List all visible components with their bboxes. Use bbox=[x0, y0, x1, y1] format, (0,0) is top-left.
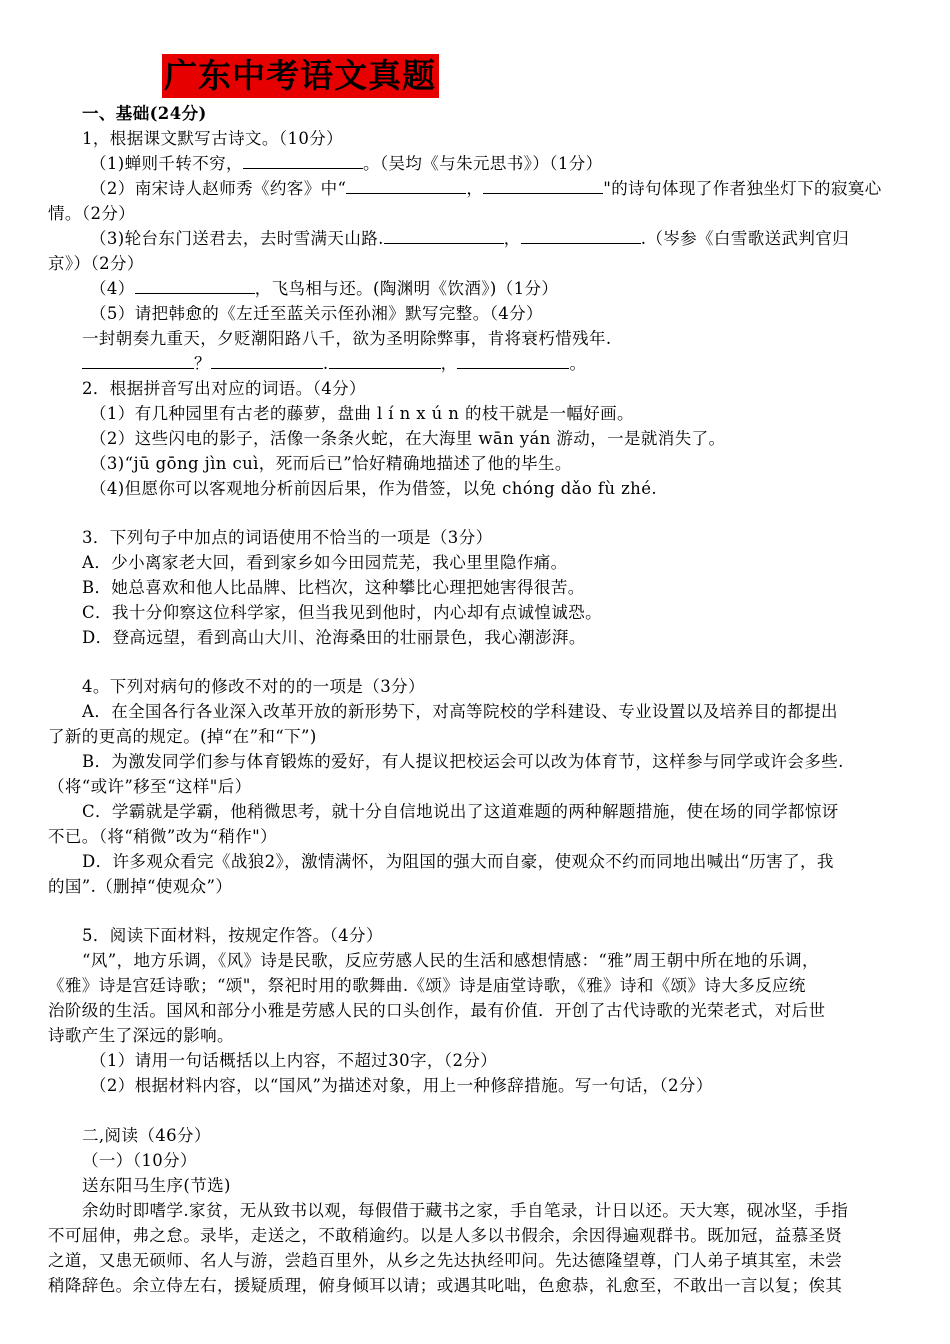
item-text: "的诗句体现了作者独坐灯下的寂寞心 bbox=[603, 179, 882, 198]
item-text: （1)蝉则千转不穷， bbox=[90, 154, 243, 173]
passage-text: 之道，又患无硕师、名人与游，尝趋百里外，从乡之先达执经叩问。先达德隆望尊，门人弟子填其室，未尝 bbox=[48, 1251, 843, 1270]
item-text: （4） bbox=[90, 279, 135, 298]
passage-text: 余幼时即嗜学.家贫，无从致书以观，每假借于藏书之家，手自笔录，计日以还。天大寒，砚冰坚，手指 bbox=[82, 1201, 849, 1220]
answer-blank[interactable] bbox=[457, 353, 569, 369]
material-text: 治阶级的生活。国风和部分小雅是劳感人民的口头创作，最有价值．开创了古代诗歌的光荣老式，对后世 bbox=[48, 1001, 826, 1020]
question-stem: 5．阅读下面材料，按规定作答。（4分） bbox=[82, 926, 383, 945]
question-stem: 3．下列句子中加点的词语使用不恰当的一项是（3分） bbox=[82, 528, 493, 547]
question-item: （1）有几种园里有古老的藤萝，盘曲 l í n x ú n 的枝干就是一幅好画。 bbox=[90, 404, 634, 423]
answer-blank[interactable] bbox=[135, 278, 255, 294]
question-item: （3)“jū gōng jìn cuì，死而后已”恰好精确地描述了他的毕生。 bbox=[90, 454, 572, 473]
question-stem: 4。下列对病句的修改不对的的一项是（3分） bbox=[82, 677, 425, 696]
question-item bbox=[90, 276, 908, 301]
question-option-cont: （将“或许”移至“这样"后） bbox=[48, 777, 252, 796]
question-option: C．学霸就是学霸，他稍微思考，就十分自信地说出了这道难题的两种解题措施，使在场的同学都惊讶 bbox=[82, 802, 839, 821]
question-item: （5）请把韩愈的《左迁至蓝关示侄孙湘》默写完整。（4分） bbox=[90, 304, 543, 323]
page-title: 广东中考语文真题 bbox=[162, 54, 439, 98]
answer-blank[interactable] bbox=[329, 353, 441, 369]
passage-text: 不可屈伸，弗之怠。录毕，走送之，不敢稍逾约。以是人多以书假余，余因得遍观群书。既加冠，益慕圣贤 bbox=[48, 1226, 843, 1245]
item-text: ， bbox=[503, 229, 521, 248]
punct: . bbox=[322, 354, 329, 373]
question-item-cont: 情。（2分） bbox=[48, 204, 136, 223]
answer-blank[interactable] bbox=[346, 178, 466, 194]
item-text: ，飞鸟相与还。(陶渊明《饮酒》)（1分） bbox=[254, 279, 559, 298]
question-option: B．她总喜欢和他人比品牌、比档次，这种攀比心理把她害得很苦。 bbox=[82, 578, 585, 597]
sub-question: （1）请用一句话概括以上内容，不超过30字，（2分） bbox=[90, 1051, 498, 1070]
question-option: A．少小离家老大回，看到家乡如今田园荒芜，我心里里隐作痛。 bbox=[82, 553, 568, 572]
item-text: （2）南宋诗人赵师秀《约客》中“ bbox=[90, 179, 347, 198]
question-option: B．为激发同学们参与体育锻炼的爱好，有人提议把校运会可以改为体育节，这样参与同学或许会多些. bbox=[82, 752, 844, 771]
item-text: 。（吴均《与朱元思书》）（1分） bbox=[362, 154, 603, 173]
punct: 。 bbox=[569, 354, 587, 373]
answer-blank[interactable] bbox=[211, 353, 323, 369]
sub-question: （2）根据材料内容，以“国风”为描述对象，用上一种修辞措施。写一句话，（2分） bbox=[90, 1076, 713, 1095]
sub-section-heading: （一）（10分） bbox=[82, 1151, 197, 1170]
question-item: （4)但愿你可以客观地分析前因后果，作为借签，以免 chóng dǎo fù zhé. bbox=[90, 479, 658, 498]
question-item: （2）这些闪电的影子，活像一条条火蛇，在大海里 wān yán 游动，一是就消失了。 bbox=[90, 429, 726, 448]
question-stem: 1，根据课文默写古诗文。（10分） bbox=[82, 129, 344, 148]
question-item bbox=[90, 226, 908, 251]
material-text: “风”，地方乐调，《风》诗是民歌，反应劳感人民的生活和感想情感：“雅”周王朝中所在地的乐调， bbox=[82, 951, 819, 970]
question-option-cont: 不已。（将“稍微”改为“稍作"） bbox=[48, 827, 278, 846]
question-option-cont: 的国”.（删掉“使观众”） bbox=[48, 877, 233, 896]
answer-blank[interactable] bbox=[82, 353, 194, 369]
material-text: 诗歌产生了深远的影响。 bbox=[48, 1026, 234, 1045]
answer-line bbox=[82, 351, 908, 376]
answer-blank[interactable] bbox=[384, 228, 504, 244]
section-heading: 一、基础(24分) bbox=[82, 104, 207, 123]
question-stem: 2．根据拼音写出对应的词语。（4分） bbox=[82, 379, 366, 398]
question-item bbox=[90, 151, 908, 176]
question-option: D．登高远望，看到高山大川、沧海桑田的壮丽景色，我心潮澎湃。 bbox=[82, 628, 586, 647]
question-option: D．许多观众看完《战狼2》，激情满怀，为阻国的强大而自豪，使观众不约而同地出喊出“历害了，我 bbox=[82, 852, 834, 871]
item-text: ， bbox=[466, 179, 484, 198]
poem-text: 一封朝奏九重天，夕贬潮阳路八千，欲为圣明除弊事，肯将衰朽惜残年. bbox=[82, 329, 612, 348]
punct: ， bbox=[440, 354, 458, 373]
item-text: （3)轮台东门送君去，去时雪满天山路. bbox=[90, 229, 384, 248]
answer-blank[interactable] bbox=[483, 178, 603, 194]
passage-text: 稍降辞色。余立侍左右，援疑质理，俯身倾耳以请；或遇其叱咄，色愈恭，礼愈至，不敢出一言以复；俟其 bbox=[48, 1276, 843, 1295]
question-item bbox=[90, 176, 908, 201]
question-option: C．我十分仰察这位科学家，但当我见到他时，内心却有点诚惶诚恐。 bbox=[82, 603, 603, 622]
question-option-cont: 了新的更高的规定。(掉“在”和“下”) bbox=[48, 727, 317, 746]
question-option: A．在全国各行各业深入改革开放的新形势下，对高等院校的学科建设、专业设置以及培养目的都提出 bbox=[82, 702, 838, 721]
item-text: .（岑参《白雪歌送武判官归 bbox=[640, 229, 850, 248]
question-item-cont: 京》）（2分） bbox=[48, 254, 144, 273]
punct: ？ bbox=[194, 354, 211, 373]
section-heading: 二,阅读（46分） bbox=[82, 1126, 211, 1145]
material-text: 《雅》诗是宫廷诗歌；“颂"，祭祀时用的歌舞曲.《颂》诗是庙堂诗歌，《雅》诗和《颂》诗大多反应统 bbox=[48, 976, 806, 995]
answer-blank[interactable] bbox=[521, 228, 641, 244]
passage-title: 送东阳马生序(节选) bbox=[82, 1176, 231, 1195]
answer-blank[interactable] bbox=[243, 153, 363, 169]
